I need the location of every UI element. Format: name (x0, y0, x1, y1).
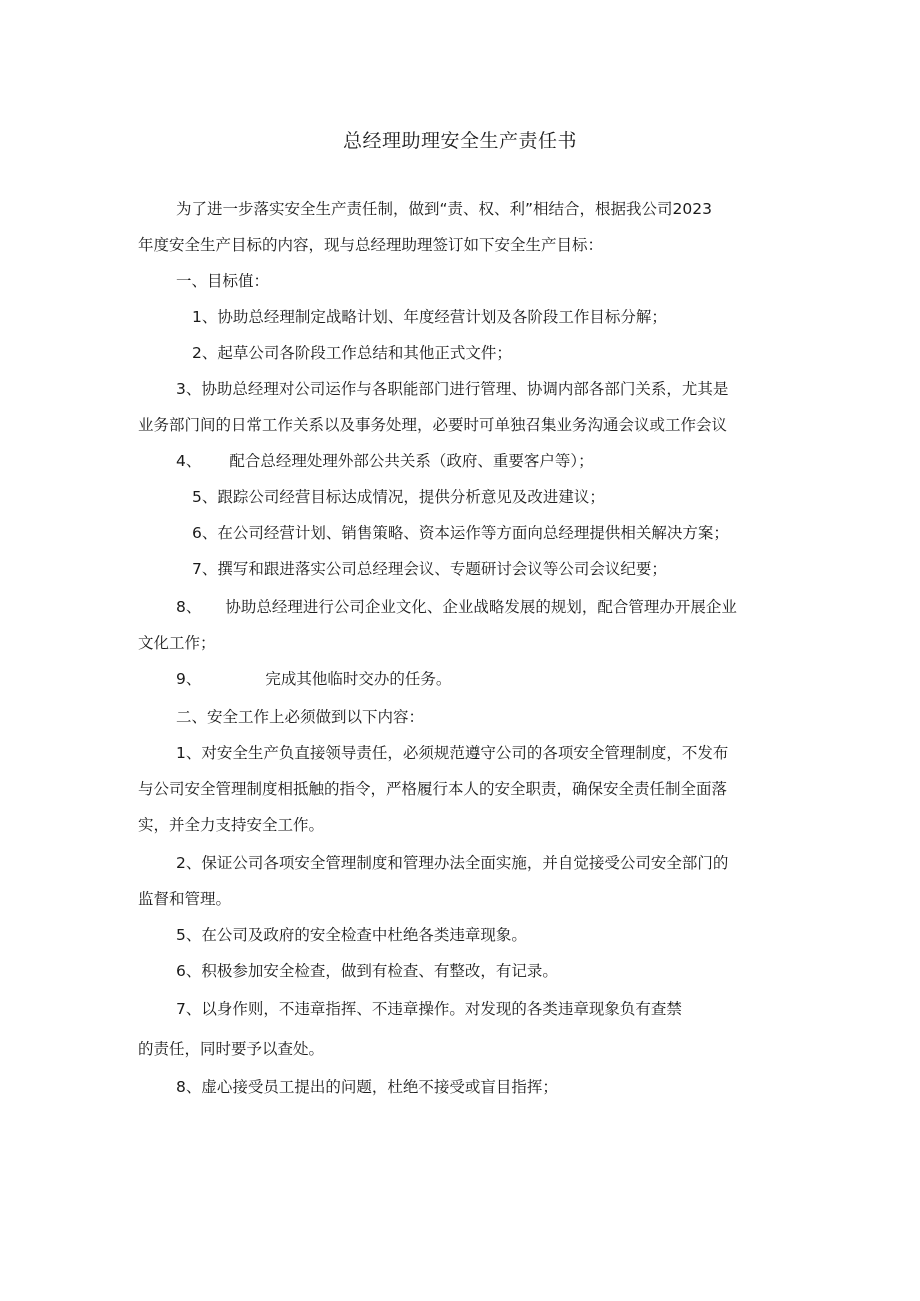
section1-item-8-line-1 (176, 596, 737, 618)
section1-item-6: 6、在公司经营计划、销售策略、资本运作等方面向总经理提供相关解决方案； (192, 524, 729, 542)
section2-item-1-line-3: 实，并全力支持安全工作。 (138, 816, 325, 834)
item-8-number: 8、 (176, 598, 202, 616)
section2-item-6: 6、积极参加安全检查，做到有检查、有整改，有记录。 (176, 962, 558, 980)
section1-item-2: 2、起草公司各阶段工作总结和其他正式文件； (192, 344, 512, 362)
item-9-text: 完成其他临时交办的任务。 (265, 670, 452, 688)
section1-item-7: 7、撰写和跟进落实公司总经理会议、专题研讨会议等公司会议纪要； (192, 560, 667, 578)
section2-item-2-line-2: 监督和管理。 (138, 890, 232, 908)
section1-heading: 一、目标值： (176, 272, 270, 290)
section2-item-7-line-2: 的责任，同时要予以查处。 (138, 1040, 325, 1058)
section2-item-1-line-1: 1、对安全生产负直接领导责任，必须规范遵守公司的各项安全管理制度，不发布 (176, 744, 729, 762)
section2-heading: 二、安全工作上必须做到以下内容： (176, 708, 425, 726)
section1-item-1: 1、协助总经理制定战略计划、年度经营计划及各阶段工作目标分解； (192, 308, 667, 326)
section2-item-5: 5、在公司及政府的安全检查中杜绝各类违章现象。 (176, 926, 527, 944)
section2-item-8: 8、虚心接受员工提出的问题，杜绝不接受或盲目指挥； (176, 1078, 558, 1096)
section1-item-3-line-2: 业务部门间的日常工作关系以及事务处理，必要时可单独召集业务沟通会议或工作会议 (138, 416, 728, 434)
section1-item-5: 5、跟踪公司经营目标达成情况，提供分析意见及改进建议； (192, 488, 605, 506)
item-4-text: 配合总经理处理外部公共关系（政府、重要客户等）； (229, 452, 594, 470)
intro-line-1: 为了进一步落实安全生产责任制，做到“责、权、利”相结合，根据我公司2023 (176, 200, 713, 218)
intro-line-2: 年度安全生产目标的内容，现与总经理助理签订如下安全生产目标： (138, 236, 604, 254)
item-4-number: 4、 (176, 452, 202, 470)
section1-item-9 (176, 668, 451, 690)
section1-item-3-line-1: 3、协助总经理对公司运作与各职能部门进行管理、协调内部各部门关系，尤其是 (176, 380, 729, 398)
section2-item-1-line-2: 与公司安全管理制度相抵触的指令，严格履行本人的安全职责，确保安全责任制全面落 (138, 780, 728, 798)
document-title: 总经理助理安全生产责任书 (342, 130, 577, 152)
item-8-text: 协助总经理进行公司企业文化、企业战略发展的规划，配合管理办开展企业 (225, 598, 737, 616)
item-9-number: 9、 (176, 670, 202, 688)
section1-item-8-line-2: 文化工作； (138, 634, 216, 652)
section2-item-7-line-1: 7、以身作则，不违章指挥、不违章操作。对发现的各类违章现象负有查禁 (176, 1000, 682, 1018)
section2-item-2-line-1: 2、保证公司各项安全管理制度和管理办法全面实施，并自觉接受公司安全部门的 (176, 854, 729, 872)
section1-item-4 (176, 450, 594, 472)
